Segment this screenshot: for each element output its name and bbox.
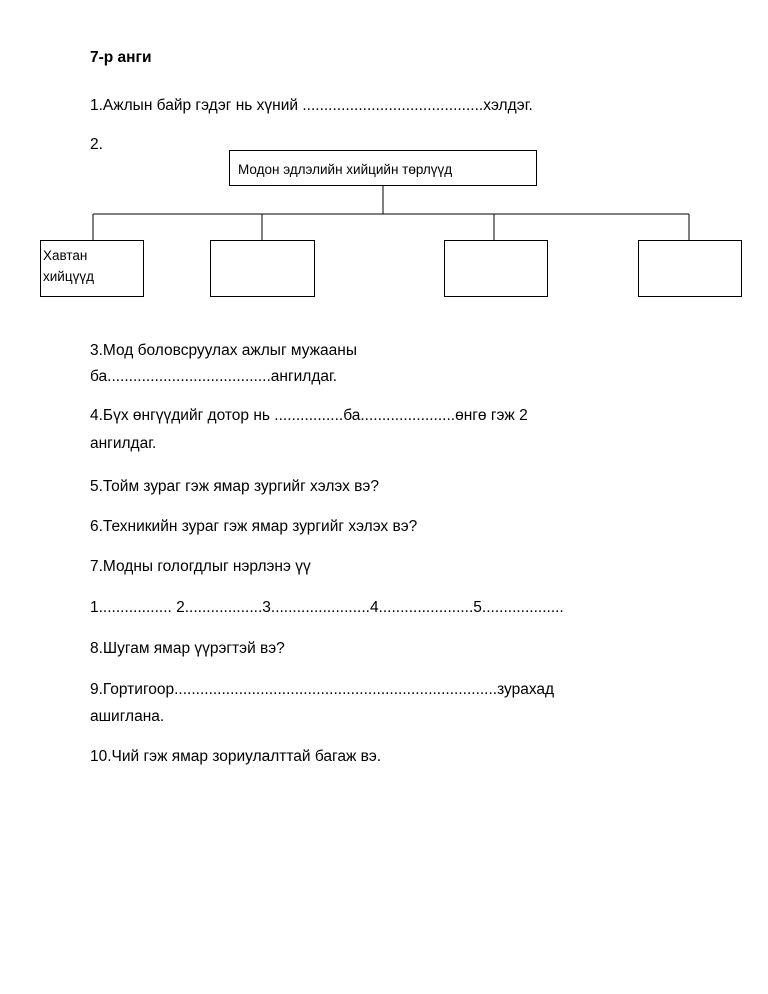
question-1: 1.Ажлын байр гэдэг нь хүний ..........................................хэлдэг. <box>90 97 533 114</box>
question-9-line-1: 9.Гортигоор...........................................................................зурахад <box>90 681 555 698</box>
page-title: 7-р анги <box>90 49 152 66</box>
question-3-line-1: 3.Мод боловсруулах ажлыг мужааны <box>90 342 357 359</box>
diagram-root-box <box>229 150 537 186</box>
question-4-line-2: ангилдаг. <box>90 435 157 452</box>
diagram-leaf-box-4 <box>638 240 742 297</box>
question-2: 2. <box>90 136 103 153</box>
question-10: 10.Чий гэж ямар зориулалттай багаж вэ. <box>90 748 382 765</box>
diagram-leaf-box-3 <box>444 240 548 297</box>
diagram-leaf-1-line1: Хавтан <box>43 248 88 263</box>
diagram-leaf-box-1 <box>40 240 144 297</box>
question-3-line-2: ба......................................ангилдаг. <box>90 368 338 385</box>
diagram-leaf-box-2 <box>210 240 315 297</box>
diagram-leaf-1-line2: хийцүүд <box>43 269 94 284</box>
question-9-line-2: ашиглана. <box>90 708 165 725</box>
question-7-answers: 1................. 2..................3.......................4......................5................... <box>90 599 564 616</box>
question-5: 5.Тойм зураг гэж ямар зургийг хэлэх вэ? <box>90 478 379 495</box>
diagram-root-label: Модон эдлэлийн хийцийн төрлүүд <box>238 162 453 177</box>
question-8: 8.Шугам ямар үүрэгтэй вэ? <box>90 640 285 657</box>
question-6: 6.Техникийн зураг гэж ямар зургийг хэлэх вэ? <box>90 518 418 535</box>
question-4-line-1: 4.Бүх өнгүүдийг дотор нь ................ба......................өнгө гэж 2 <box>90 407 528 424</box>
question-7: 7.Модны гологдлыг нэрлэнэ үү <box>90 558 311 575</box>
